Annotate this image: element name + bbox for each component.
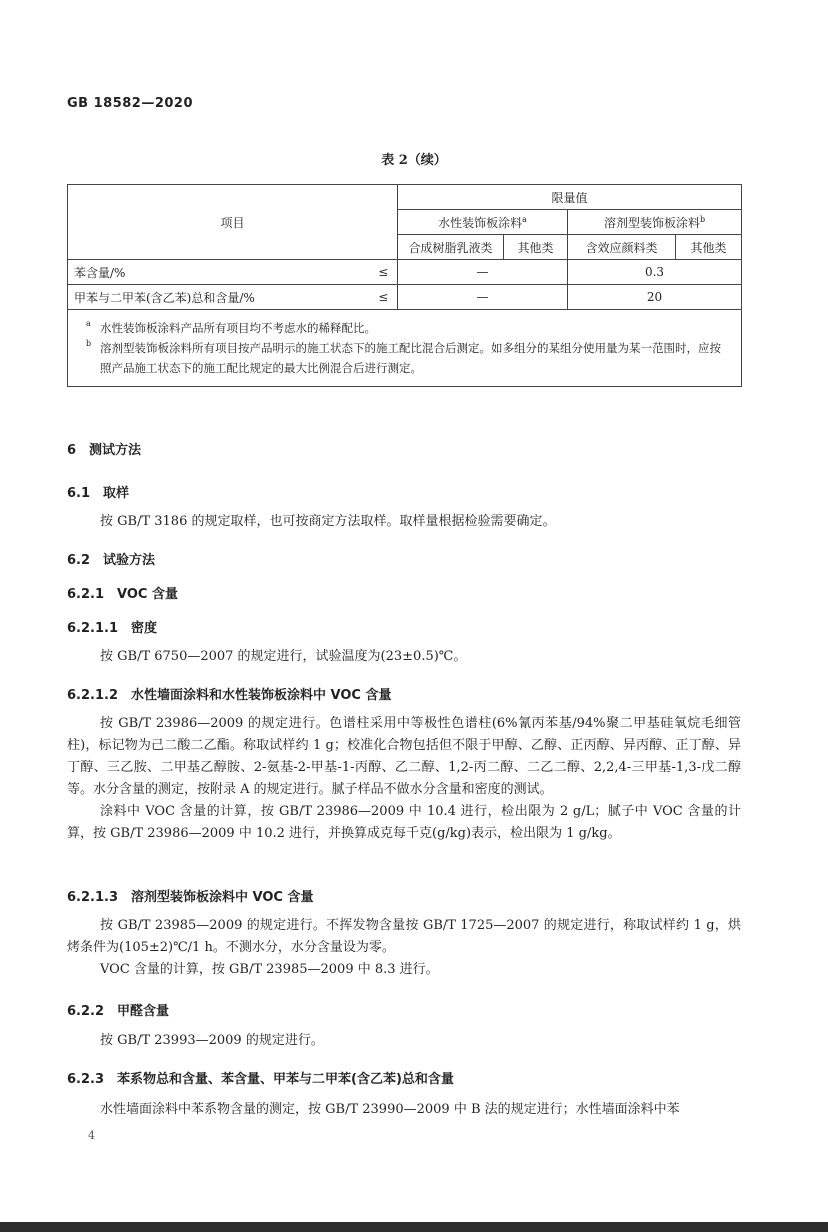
section-6-2-heading: 6.2 试验方法 [67, 553, 156, 568]
section-6-2-1-3-text: 按 GB/T 23985—2009 的规定进行。不挥发物含量按 GB/T 1725—2007 的规定进行，称取试样约 1 g，烘烤条件为(105±2)℃/1 h。不测水分，水分含量设为零。 VOC 含量的计算，按 GB/T 23985—2009 中 8.3 进行。 [67, 918, 741, 977]
row-solvent-value: 0.3 [568, 260, 742, 285]
header-item: 项目 [68, 185, 398, 260]
bottom-bar [0, 1222, 828, 1232]
section-6-2-2-text: 按 GB/T 23993—2009 的规定进行。 [100, 1033, 324, 1048]
table-caption: 表 2（续） [381, 153, 447, 168]
row-water-value: — [398, 285, 568, 310]
section-6-1-heading: 6.1 取样 [67, 486, 130, 501]
table-notes [68, 310, 742, 387]
section-6-2-2-heading: 6.2.2 甲醛含量 [67, 1004, 170, 1019]
header-water-group: 水性装饰板涂料$^a$ [398, 210, 568, 235]
section-6-2-1-2-text: 按 GB/T 23986—2009 的规定进行。色谱柱采用中等极性色谱柱(6%氰丙苯基/94%聚二甲基硅氧烷毛细管柱)，标记物为己二酸二乙酯。称取试样约 1 g；校准化合物包括但不限于甲醇、乙醇、正丙醇、异丙醇、正丁醇、异丁醇、三乙胺、二甲基乙醇胺、2-氨基-2-甲基-1-丙醇、乙二醇、1,2-丙二醇、二乙二醇、2,2,4-三甲基-1,3-戊二醇等。水分含量的测定，按附录 A 的规定进行。腻子样品不做水分含量和密度的测试。 涂料中 VOC 含量的计算，按 GB/T 23986—2009 中 10.4 进行，检出限为 2 g/L；腻子中 VOC 含量的计算，按 GB/T 23986—2009 中 10.2 进行，并换算成克每千克(g/kg)表示，检出限为 1 g/kg。 [67, 716, 741, 841]
limits-table [67, 184, 742, 387]
section-6-2-3-text: 水性墙面涂料中苯系物含量的测定，按 GB/T 23990—2009 中 B 法的规定进行；水性墙面涂料中苯 [100, 1102, 680, 1117]
row-operator: ≤ [370, 260, 398, 285]
section-6-2-1-1-heading: 6.2.1.1 密度 [67, 621, 157, 636]
table-note-b: b 溶剂型装饰板涂料所有项目按产品明示的施工状态下的施工配比混合后测定。如多组分的某组分使用量为某一范围时，应按照产品施工状态下的施工配比规定的最大比例混合后进行测定。 [86, 339, 721, 375]
section-6-2-1-1-text: 按 GB/T 6750—2007 的规定进行，试验温度为(23±0.5)℃。 [100, 649, 467, 664]
table-row [68, 260, 742, 285]
header-sub-resin: 合成树脂乳液类 [398, 235, 504, 260]
row-operator: ≤ [370, 285, 398, 310]
table-row [68, 285, 742, 310]
row-item: 苯含量/% [68, 260, 370, 285]
section-6-2-1-2-heading: 6.2.1.2 水性墙面涂料和水性装饰板涂料中 VOC 含量 [67, 688, 392, 703]
table-note-a: a 水性装饰板涂料产品所有项目均不考虑水的稀释配比。 [86, 319, 376, 335]
section-6-heading: 6 测试方法 [67, 443, 142, 458]
page-number: 4 [88, 1129, 95, 1142]
row-water-value: — [398, 260, 568, 285]
section-6-2-1-heading: 6.2.1 VOC 含量 [67, 587, 178, 602]
section-6-2-3-heading: 6.2.3 苯系物总和含量、苯含量、甲苯与二甲苯(含乙苯)总和含量 [67, 1072, 454, 1087]
header-limit: 限量值 [398, 185, 742, 210]
header-solvent-group: 溶剂型装饰板涂料$^b$ [568, 210, 742, 235]
row-item: 甲苯与二甲苯(含乙苯)总和含量/% [68, 285, 370, 310]
header-sub-effect: 含效应颜料类 [568, 235, 676, 260]
section-6-1-text: 按 GB/T 3186 的规定取样，也可按商定方法取样。取样量根据检验需要确定。 [100, 514, 556, 529]
header-sub-other-water: 其他类 [504, 235, 568, 260]
row-solvent-value: 20 [568, 285, 742, 310]
section-6-2-1-3-heading: 6.2.1.3 溶剂型装饰板涂料中 VOC 含量 [67, 890, 314, 905]
header-sub-other-solvent: 其他类 [676, 235, 742, 260]
standard-number: GB 18582—2020 [67, 96, 194, 111]
